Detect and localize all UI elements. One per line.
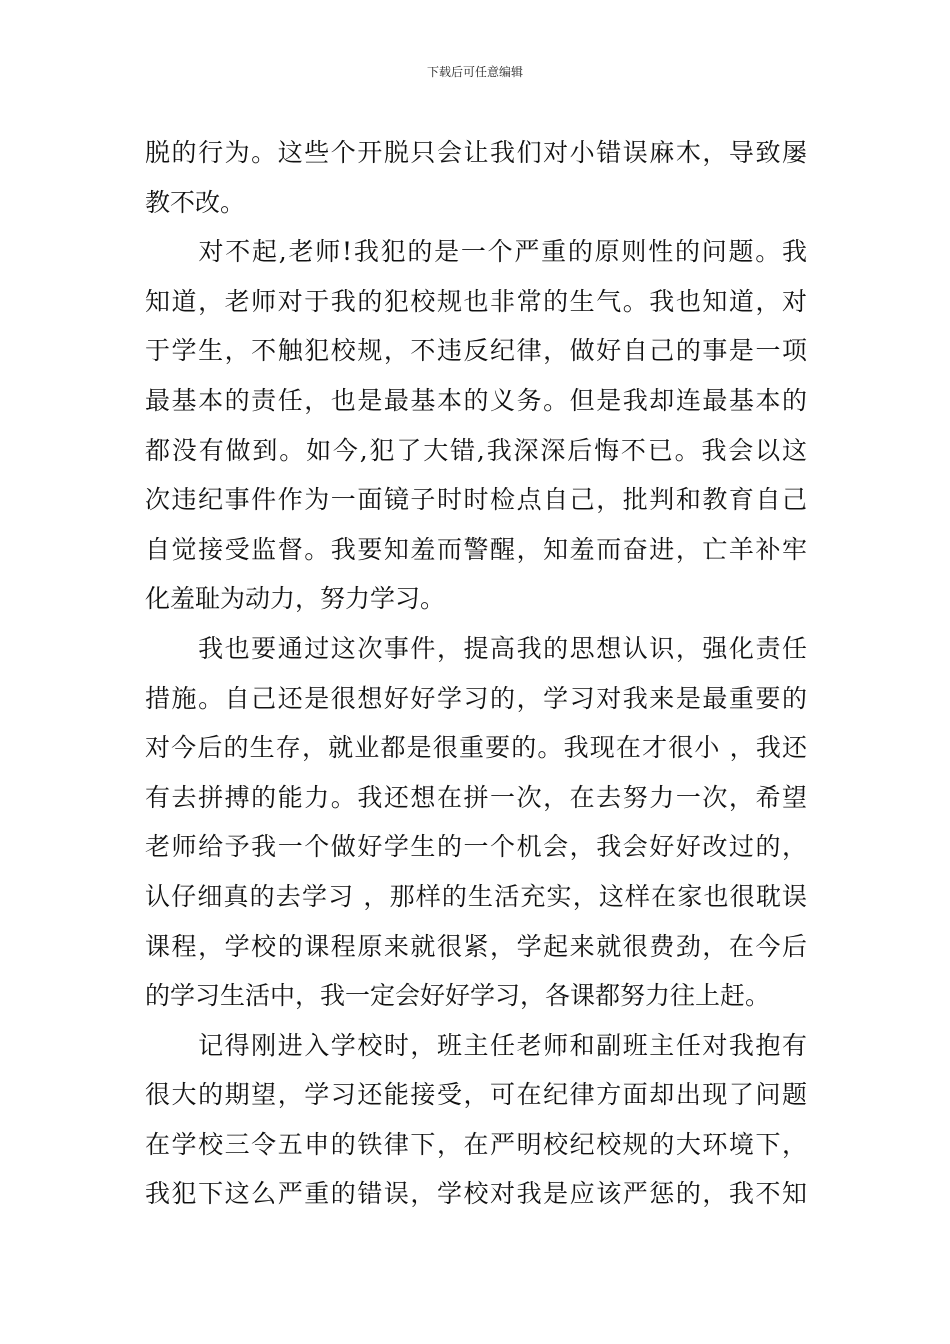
text-line: 很大的期望，学习还能接受，可在纪律方面却出现了问题 [145, 1080, 807, 1110]
text-line: 的学习生活中，我一定会好好学习，各课都努力往上赶。 [145, 981, 771, 1011]
text-line: 措施。自己还是很想好好学习的，学习对我来是最重要的 [145, 683, 807, 713]
text-line: 在学校三令五申的铁律下，在严明校纪校规的大环境下， [145, 1129, 807, 1159]
text-line: 有去拼搏的能力。我还想在拼一次，在去努力一次，希望 [145, 782, 807, 812]
text-line: 知道，老师对于我的犯校规也非常的生气。我也知道，对 [145, 286, 807, 316]
text-line: 对不起,老师!我犯的是一个严重的原则性的问题。我 [145, 237, 807, 267]
text-line: 对今后的生存，就业都是很重要的。我现在才很小 ，我还 [145, 733, 807, 763]
text-line: 最基本的责任，也是最基本的义务。但是我却连最基本的 [145, 385, 807, 415]
text-line: 都没有做到。如今,犯了大错,我深深后悔不已。我会以这 [145, 435, 807, 465]
page-header: 下载后可任意编辑 [426, 65, 523, 79]
text-line: 认仔细真的去学习 ，那样的生活充实，这样在家也很耽误 [145, 881, 807, 911]
text-line: 记得刚进入学校时，班主任老师和副班主任对我抱有 [145, 1030, 807, 1060]
text-line: 化羞耻为动力，努力学习。 [145, 584, 446, 614]
text-line: 我也要通过这次事件，提高我的思想认识，强化责任 [145, 633, 807, 663]
text-line: 我犯下这么严重的错误，学校对我是应该严惩的，我不知 [145, 1179, 807, 1209]
text-line: 老师给予我一个做好学生的一个机会，我会好好改过的， [145, 832, 807, 862]
text-line: 于学生，不触犯校规，不违反纪律，做好自己的事是一项 [145, 336, 807, 366]
body-text [145, 128, 807, 1219]
text-line: 自觉接受监督。我要知羞而警醒，知羞而奋进，亡羊补牢 [145, 534, 807, 564]
text-line: 教不改。 [145, 187, 246, 217]
text-line: 脱的行为。这些个开脱只会让我们对小错误麻木，导致屡 [145, 138, 807, 167]
text-line: 次违纪事件作为一面镜子时时检点自己，批判和教育自己 [145, 485, 807, 515]
text-line: 课程，学校的课程原来就很紧，学起来就很费劲，在今后 [145, 931, 807, 961]
